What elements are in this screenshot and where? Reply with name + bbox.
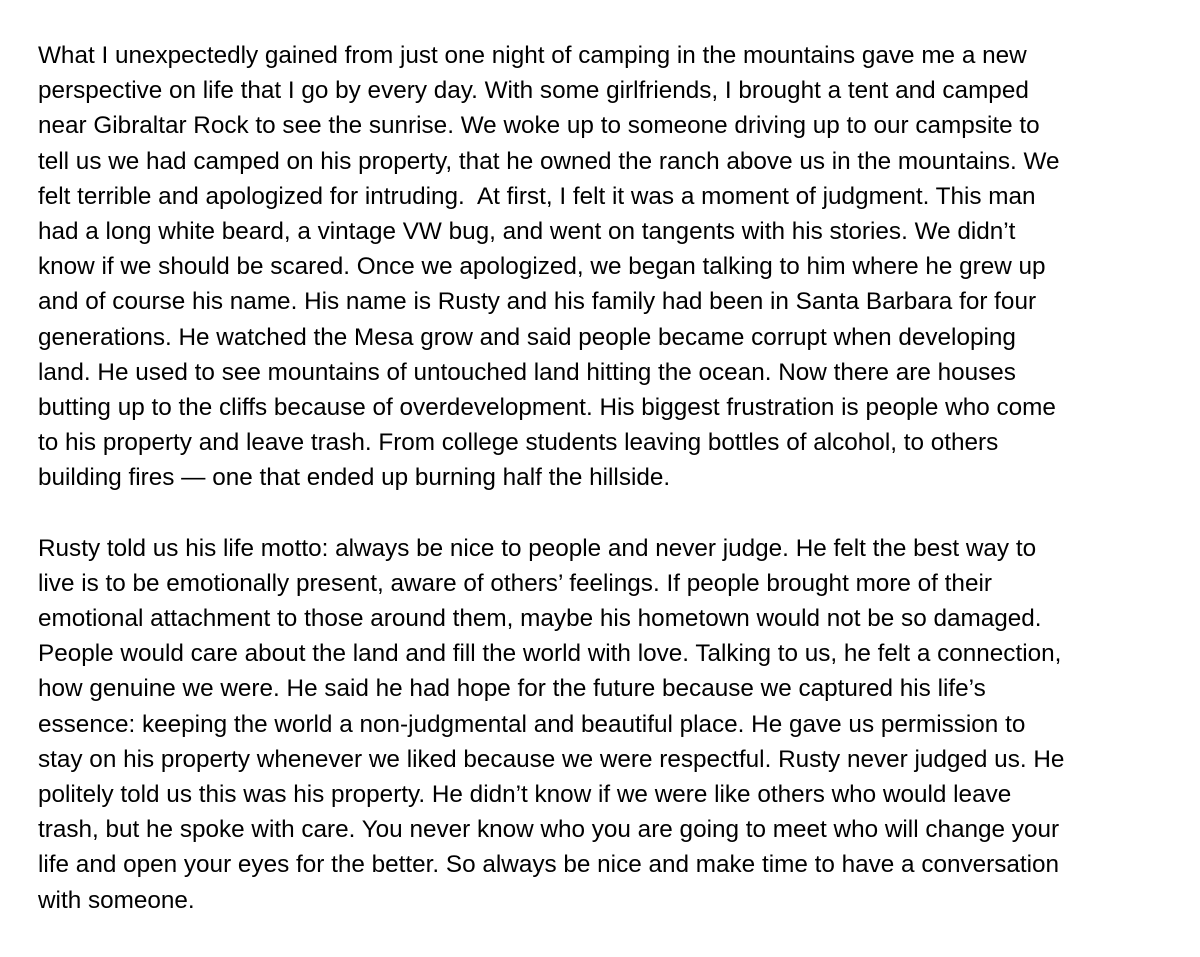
- text-line: essence: keeping the world a non-judgmental and beautiful place. He gave us permission to: [38, 710, 1026, 738]
- text-line: generations. He watched the Mesa grow and said people became corrupt when developing: [38, 323, 1016, 351]
- text-line: live is to be emotionally present, aware of others’ feelings. If people brought more of their: [38, 569, 992, 597]
- paragraph-1: [38, 38, 1168, 495]
- text-line: What I unexpectedly gained from just one night of camping in the mountains gave me a new: [38, 42, 1027, 69]
- text-line: People would care about the land and fill the world with love. Talking to us, he felt a connection,: [38, 640, 1062, 668]
- text-line: with someone.: [38, 886, 195, 914]
- text-line: butting up to the cliffs because of overdevelopment. His biggest frustration is people who come: [38, 393, 1056, 421]
- text-line: felt terrible and apologized for intruding. At first, I felt it was a moment of judgment. This man: [38, 182, 1036, 210]
- text-line: near Gibraltar Rock to see the sunrise. We woke up to someone driving up to our campsite to: [38, 112, 1040, 140]
- text-line: life and open your eyes for the better. So always be nice and make time to have a conversation: [38, 851, 1060, 879]
- text-line: to his property and leave trash. From college students leaving bottles of alcohol, to others: [38, 429, 999, 457]
- document-body: [38, 38, 1168, 918]
- text-line: perspective on life that I go by every day. With some girlfriends, I brought a tent and camped: [38, 77, 1029, 105]
- paragraph-2: [38, 531, 1168, 918]
- text-line: building fires — one that ended up burning half the hillside.: [38, 464, 671, 492]
- text-line: stay on his property whenever we liked because we were respectful. Rusty never judged us. He: [38, 745, 1065, 773]
- text-line: land. He used to see mountains of untouched land hitting the ocean. Now there are houses: [38, 358, 1016, 386]
- text-line: emotional attachment to those around them, maybe his hometown would not be so damaged.: [38, 605, 1042, 632]
- text-line: tell us we had camped on his property, that he owned the ranch above us in the mountains. We: [38, 147, 1060, 175]
- text-line: trash, but he spoke with care. You never know who you are going to meet who will change your: [38, 816, 1060, 844]
- text-line: Rusty told us his life motto: always be nice to people and never judge. He felt the best way to: [38, 534, 1037, 562]
- text-line: had a long white beard, a vintage VW bug, and went on tangents with his stories. We didn’t: [38, 217, 1016, 245]
- text-line: how genuine we were. He said he had hope for the future because we captured his life’s: [38, 675, 986, 703]
- paragraph-spacer: [38, 495, 1168, 530]
- text-line: politely told us this was his property. He didn’t know if we were like others who would leave: [38, 780, 1012, 808]
- text-line: and of course his name. His name is Rusty and his family had been in Santa Barbara for four: [38, 288, 1037, 316]
- text-line: know if we should be scared. Once we apologized, we began talking to him where he grew up: [38, 253, 1046, 281]
